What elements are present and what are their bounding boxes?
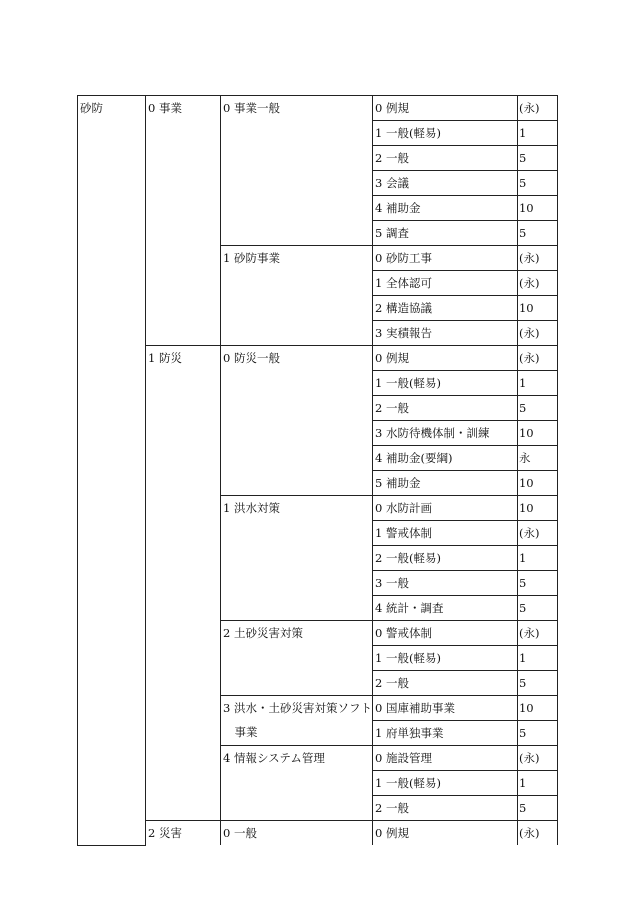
subsection-cell: 1 砂防事業 xyxy=(221,246,373,346)
item-cell: 3 水防待機体制・訓練 xyxy=(372,421,517,446)
item-cell: 1 府単独事業 xyxy=(372,721,517,746)
period-cell: 10 xyxy=(517,196,557,221)
item-cell: 0 警戒体制 xyxy=(372,621,517,646)
item-cell: 2 一般 xyxy=(372,671,517,696)
period-cell: 10 xyxy=(517,421,557,446)
item-cell: 0 国庫補助事業 xyxy=(372,696,517,721)
item-cell: 2 一般 xyxy=(372,396,517,421)
period-cell: 5 xyxy=(517,146,557,171)
item-cell: 0 水防計画 xyxy=(372,496,517,521)
section-cell: 0 事業 xyxy=(146,96,221,346)
period-cell: 10 xyxy=(517,296,557,321)
period-cell: 1 xyxy=(517,121,557,146)
period-cell: (永) xyxy=(517,96,557,121)
item-cell: 4 補助金(要綱) xyxy=(372,446,517,471)
item-cell: 5 補助金 xyxy=(372,471,517,496)
item-cell: 1 全体認可 xyxy=(372,271,517,296)
period-cell: 5 xyxy=(517,596,557,621)
item-cell: 2 一般 xyxy=(372,796,517,821)
period-cell: 5 xyxy=(517,796,557,821)
subsection-cell: 0 事業一般 xyxy=(221,96,373,246)
period-cell: 5 xyxy=(517,171,557,196)
period-cell: 5 xyxy=(517,221,557,246)
period-cell: 1 xyxy=(517,371,557,396)
item-cell: 5 調査 xyxy=(372,221,517,246)
item-cell: 0 砂防工事 xyxy=(372,246,517,271)
item-cell: 1 一般(軽易) xyxy=(372,371,517,396)
item-cell: 0 例規 xyxy=(372,821,517,846)
item-cell: 2 一般(軽易) xyxy=(372,546,517,571)
period-cell: 1 xyxy=(517,771,557,796)
period-cell: 5 xyxy=(517,396,557,421)
table-row xyxy=(78,346,558,371)
period-cell: (永) xyxy=(517,621,557,646)
subsection-cell: 0 一般 xyxy=(221,821,373,846)
item-cell: 3 実積報告 xyxy=(372,321,517,346)
item-cell: 1 一般(軽易) xyxy=(372,771,517,796)
period-cell: (永) xyxy=(517,821,557,846)
item-cell: 1 警戒体制 xyxy=(372,521,517,546)
period-cell: 1 xyxy=(517,546,557,571)
section-cell: 1 防災 xyxy=(146,346,221,821)
item-cell: 3 一般 xyxy=(372,571,517,596)
period-cell: 10 xyxy=(517,496,557,521)
item-cell: 0 例規 xyxy=(372,96,517,121)
period-cell: 5 xyxy=(517,571,557,596)
item-cell: 0 例規 xyxy=(372,346,517,371)
period-cell: 1 xyxy=(517,646,557,671)
item-cell: 4 補助金 xyxy=(372,196,517,221)
category-cell: 砂防 xyxy=(78,96,146,846)
item-cell: 1 一般(軽易) xyxy=(372,121,517,146)
subsection-cell: 4 情報システム管理 xyxy=(221,746,373,821)
item-cell: 2 一般 xyxy=(372,146,517,171)
period-cell: (永) xyxy=(517,271,557,296)
subsection-cell: 0 防災一般 xyxy=(221,346,373,496)
item-cell: 1 一般(軽易) xyxy=(372,646,517,671)
period-cell: (永) xyxy=(517,521,557,546)
subsection-cell: 2 土砂災害対策 xyxy=(221,621,373,696)
item-cell: 2 構造協議 xyxy=(372,296,517,321)
section-cell: 2 災害 xyxy=(146,821,221,846)
subsection-cell: 1 洪水対策 xyxy=(221,496,373,621)
item-cell: 4 統計・調査 xyxy=(372,596,517,621)
period-cell: 10 xyxy=(517,471,557,496)
subsection-cell: 3 洪水・土砂災害対策ソフト 事業 xyxy=(221,696,373,746)
table-row xyxy=(78,821,558,846)
period-cell: (永) xyxy=(517,246,557,271)
period-cell: 永 xyxy=(517,446,557,471)
period-cell: (永) xyxy=(517,321,557,346)
period-cell: 10 xyxy=(517,696,557,721)
period-cell: 5 xyxy=(517,721,557,746)
period-cell: (永) xyxy=(517,746,557,771)
period-cell: 5 xyxy=(517,671,557,696)
item-cell: 3 会議 xyxy=(372,171,517,196)
table-row xyxy=(78,96,558,121)
period-cell: (永) xyxy=(517,346,557,371)
item-cell: 0 施設管理 xyxy=(372,746,517,771)
retention-schedule-table xyxy=(77,95,558,846)
